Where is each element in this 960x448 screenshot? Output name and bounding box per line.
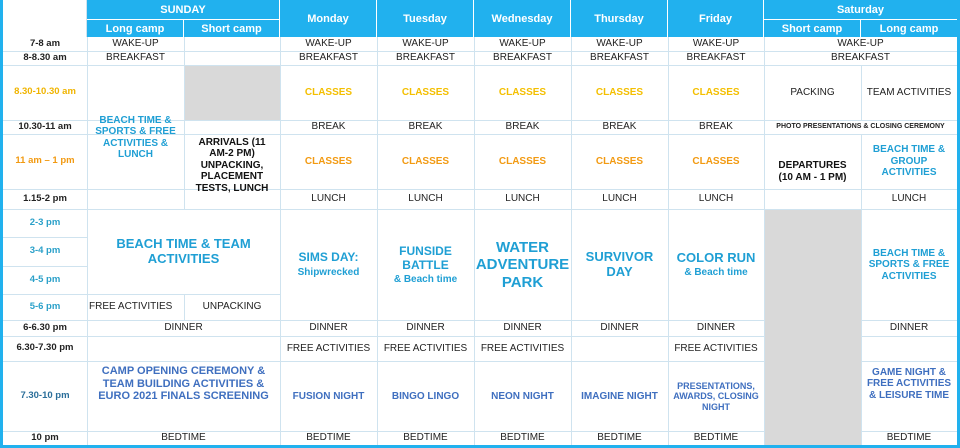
monday-free-activities: FREE ACTIVITIES: [286, 342, 371, 354]
friday-bedtime: BEDTIME: [693, 432, 739, 444]
thursday-lunch: LUNCH: [602, 193, 637, 205]
wednesday-dinner: DINNER: [503, 322, 542, 334]
sunday-free-activities: FREE ACTIVITIES: [89, 301, 173, 313]
time-cell: 10 pm: [31, 431, 59, 443]
friday-classes-midday: CLASSES: [692, 155, 740, 167]
sunday-short-empty: [185, 66, 280, 120]
friday-dinner: DINNER: [696, 322, 736, 334]
tuesday-free-activities: FREE ACTIVITIES: [383, 342, 468, 354]
time-cell: 5-6 pm: [29, 300, 61, 312]
monday-classes-midday: CLASSES: [304, 155, 353, 167]
thursday-classes-midday: CLASSES: [595, 155, 644, 167]
saturday-packing: PACKING: [790, 86, 835, 98]
time-cell: 6.30-7.30 pm: [16, 342, 74, 354]
header-saturday-long: Long camp: [861, 19, 957, 37]
saturday-game-night: GAME NIGHT & FREE ACTIVITIES & LEISURE TIME: [866, 366, 952, 401]
saturday-wake-up: WAKE-UP: [837, 38, 884, 50]
saturday-lunch: LUNCH: [891, 193, 927, 205]
tuesday-bedtime: BEDTIME: [403, 432, 448, 444]
monday-breakfast: BREAKFAST: [299, 52, 358, 64]
wednesday-break: BREAK: [505, 121, 540, 133]
saturday-breakfast: BREAKFAST: [831, 52, 890, 64]
saturday-photo-presentations: PHOTO PRESENTATIONS & CLOSING CEREMONY: [776, 122, 945, 130]
time-cell: 8.30-10.30 am: [14, 86, 76, 98]
header-thursday: Thursday: [571, 0, 668, 37]
time-cell: 7-8 am: [29, 37, 61, 49]
time-cell: 6-6.30 pm: [23, 321, 67, 333]
saturday-beach-sports: BEACH TIME & SPORTS & FREE ACTIVITIES: [868, 247, 950, 282]
time-cell: 11 am – 1 pm: [15, 155, 75, 167]
tuesday-theme-title: FUNSIDE BATTLE: [399, 243, 452, 272]
friday-classes-am: CLASSES: [692, 86, 740, 98]
time-cell: 7.30-10 pm: [20, 389, 70, 401]
wednesday-night: NEON NIGHT: [491, 390, 554, 402]
monday-theme: [280, 210, 377, 320]
tuesday-classes-midday: CLASSES: [401, 155, 450, 167]
corner-cell: [3, 0, 87, 37]
friday-night: PRESENTATIONS, AWARDS, CLOSING NIGHT: [673, 380, 759, 412]
sunday-beach-team: BEACH TIME & TEAM ACTIVITIES: [116, 235, 251, 266]
sunday-wake-up: WAKE-UP: [112, 38, 159, 50]
friday-theme: [668, 210, 764, 320]
sunday-beach-sports: BEACH TIME & SPORTS & FREE ACTIVITIES & LUNCH: [95, 114, 176, 160]
thursday-theme: SURVIVOR DAY: [585, 249, 654, 279]
saturday-beach-group: BEACH TIME & GROUP ACTIVITIES: [872, 144, 946, 179]
time-cell: 2-3 pm: [29, 216, 61, 228]
header-wednesday: Wednesday: [474, 0, 571, 37]
friday-theme-title: COLOR RUN: [676, 250, 756, 266]
wednesday-wake-up: WAKE-UP: [499, 38, 546, 50]
wednesday-classes-midday: CLASSES: [498, 155, 547, 167]
monday-dinner: DINNER: [309, 322, 348, 334]
header-tuesday: Tuesday: [377, 0, 474, 37]
thursday-classes-am: CLASSES: [595, 86, 644, 98]
tuesday-dinner: DINNER: [406, 322, 445, 334]
header-saturday: Saturday: [764, 0, 957, 19]
monday-classes-am: CLASSES: [304, 86, 353, 98]
sunday-bedtime: BEDTIME: [161, 432, 206, 444]
saturday-team-activities: TEAM ACTIVITIES: [866, 86, 952, 98]
friday-lunch: LUNCH: [698, 193, 734, 205]
header-sunday-short: Short camp: [184, 19, 280, 37]
thursday-wake-up: WAKE-UP: [596, 38, 643, 50]
header-sunday-long: Long camp: [87, 19, 184, 37]
thursday-bedtime: BEDTIME: [597, 432, 642, 444]
wednesday-classes-am: CLASSES: [498, 86, 547, 98]
sunday-arrivals: ARRIVALS (11 AM-2 PM) UNPACKING, PLACEMENT TESTS, LUNCH: [195, 136, 269, 194]
friday-theme-sub: & Beach time: [684, 267, 748, 279]
saturday-bedtime: BEDTIME: [886, 432, 932, 444]
time-cell: 1.15-2 pm: [23, 192, 67, 204]
wednesday-breakfast: BREAKFAST: [493, 52, 552, 64]
thursday-breakfast: BREAKFAST: [590, 52, 649, 64]
monday-break: BREAK: [311, 121, 346, 133]
time-cell: 8-8.30 am: [23, 51, 67, 63]
thursday-night: IMAGINE NIGHT: [581, 390, 658, 402]
saturday-dinner: DINNER: [889, 322, 929, 334]
tuesday-wake-up: WAKE-UP: [402, 38, 449, 50]
friday-free-activities: FREE ACTIVITIES: [674, 342, 758, 354]
monday-lunch: LUNCH: [311, 193, 346, 205]
saturday-short-empty: [765, 210, 861, 445]
saturday-departures: DEPARTURES (10 AM - 1 PM): [778, 160, 847, 183]
monday-wake-up: WAKE-UP: [305, 38, 352, 50]
wednesday-free-activities: FREE ACTIVITIES: [480, 342, 565, 354]
tuesday-break: BREAK: [408, 121, 443, 133]
tuesday-theme-sub: & Beach time: [393, 273, 458, 285]
time-cell: 3-4 pm: [29, 245, 61, 257]
header-monday: Monday: [280, 0, 377, 37]
sunday-dinner: DINNER: [164, 322, 203, 334]
friday-breakfast: BREAKFAST: [686, 52, 746, 64]
monday-theme-title: SIMS DAY:: [298, 250, 359, 265]
sunday-breakfast: BREAKFAST: [106, 52, 165, 64]
thursday-dinner: DINNER: [600, 322, 639, 334]
header-saturday-short: Short camp: [764, 19, 861, 37]
monday-bedtime: BEDTIME: [306, 432, 351, 444]
monday-night: FUSION NIGHT: [292, 390, 365, 402]
friday-wake-up: WAKE-UP: [692, 38, 740, 50]
wednesday-bedtime: BEDTIME: [500, 432, 545, 444]
tuesday-theme: [377, 210, 474, 320]
wednesday-theme: WATER ADVENTURE PARK: [475, 239, 570, 291]
wednesday-lunch: LUNCH: [505, 193, 540, 205]
header-friday: Friday: [668, 0, 764, 37]
header-sunday: SUNDAY: [87, 0, 280, 19]
time-cell: 10.30-11 am: [18, 120, 72, 132]
thursday-break: BREAK: [602, 121, 637, 133]
monday-theme-sub: Shipwrecked: [297, 267, 360, 279]
sunday-opening-ceremony: CAMP OPENING CEREMONY & TEAM BUILDING ACTIVITIES & EURO 2021 FINALS SCREENING: [98, 365, 269, 403]
tuesday-night: BINGO LINGO: [391, 390, 460, 402]
time-cell: 4-5 pm: [29, 273, 61, 285]
tuesday-breakfast: BREAKFAST: [396, 52, 455, 64]
sunday-unpacking: UNPACKING: [202, 301, 262, 313]
tuesday-classes-am: CLASSES: [401, 86, 450, 98]
tuesday-lunch: LUNCH: [408, 193, 443, 205]
friday-break: BREAK: [699, 121, 733, 133]
